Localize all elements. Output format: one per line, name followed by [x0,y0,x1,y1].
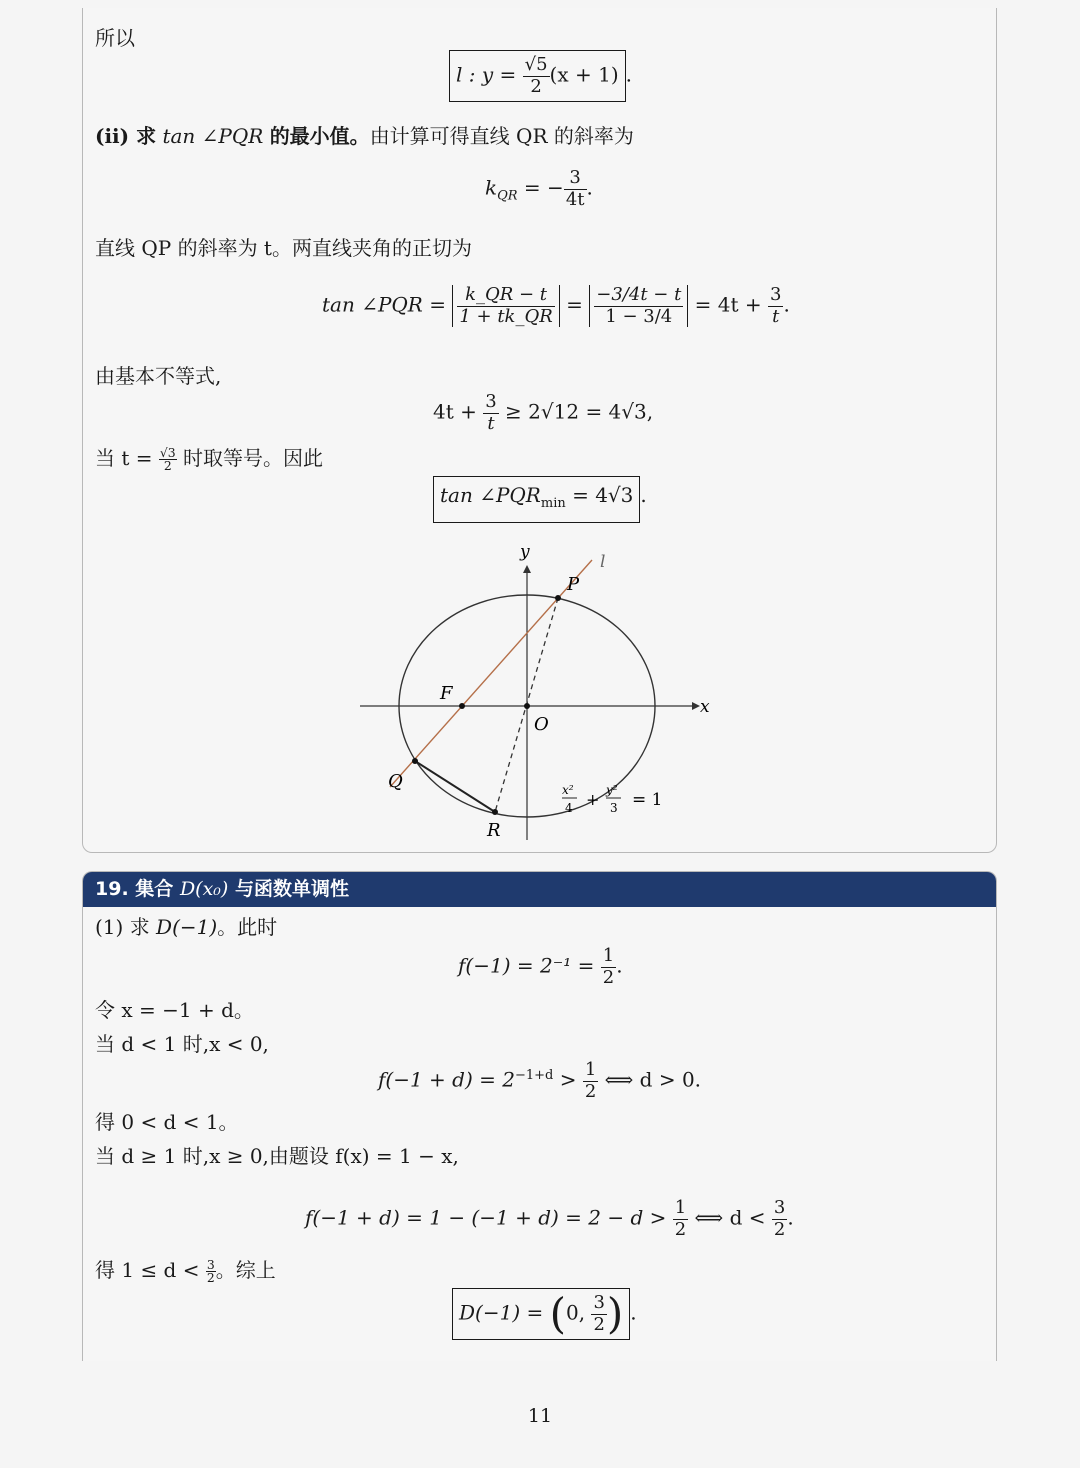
case-2-result: 得 1 ≤ d < $\frac{3}{2}$ 。综上 [95,1256,276,1285]
svg-text:= 1: = 1 [632,790,663,810]
point-r [492,809,498,815]
case-2-condition: 当 d ≥ 1 时,x ≥ 0,由题设 f(x) = 1 − x, [95,1144,459,1168]
let-x-line: 令 x = −1 + d。 [95,998,254,1022]
label-f: F [440,683,453,704]
point-q [412,758,418,764]
qp-slope-text: 直线 QP 的斜率为 t。两直线夹角的正切为 [95,236,472,260]
label-p: P [567,574,580,595]
x-axis-arrow [692,702,700,710]
point-f [459,703,465,709]
case-1-result: 得 0 < d < 1。 [95,1110,239,1134]
tan-equation: tan ∠PQR = $\frac{k\_QR - t}{1 + tk\_QR}$ = $\frac{-3/4t - t}{1 - 3/4}$ = 4t + $\frac{3}{t}$ . [322,284,790,327]
y-axis-arrow [523,565,531,573]
problem-19-header: 19. 集合 D(x₀) 与函数单调性 [83,872,996,907]
f-minus-one-equation: f(−1) = 2⁻¹ = $\frac{1}{2}$ . [458,945,623,988]
svg-text:x²: x² [562,783,574,797]
case-1-equation: $f(-1 + d) = 2^{-1+d}$ > $\frac{1}{2}$ ⟺ d > 0. [378,1059,702,1102]
chord-qr [415,761,495,812]
svg-text:+: + [586,790,600,809]
label-y: y [520,542,530,562]
equality-condition: 当 t = $\frac{√3}{2}$ 时取等号。因此 [95,444,324,473]
case-2-equation: f(−1 + d) = 1 − (−1 + d) = 2 − d > $\frac{1}{2}$ ⟺ d < $\frac{3}{2}$ . [305,1197,794,1240]
boxed-line-equation: l : y = $\frac{√5}{2}$ (x + 1) . [449,50,632,102]
page-number: 11 [527,1405,553,1427]
label-q: Q [388,771,403,792]
case-1-condition: 当 d < 1 时,x < 0, [95,1032,269,1056]
am-gm-inequality: 4t + $\frac{3}{t}$ ≥ 2√12 = 4√3, [433,391,654,434]
label-o: O [534,714,549,735]
part-ii-heading: (ii) 求 tan ∠PQR 的最小值。由计算可得直线 QR 的斜率为 [95,124,634,148]
svg-text:3: 3 [610,801,618,815]
label-r: R [487,820,501,841]
ellipse-equation [562,783,662,815]
svg-text:4: 4 [565,801,573,815]
label-l: l [600,552,606,572]
sub-question-1: (1) 求 D(−1)。此时 [95,915,278,939]
point-p [555,595,561,601]
boxed-min-result: $\tan \angle PQR_{min} = 4√3$ . [433,476,647,523]
kqr-equation: $k_{QR}$ = − $\frac{3}{4t}$ . [485,167,593,210]
label-x: x [700,697,710,717]
ineq-label: 由基本不等式, [95,364,222,388]
boxed-final-answer: D(−1) = (0, $\frac{3}{2}$ ) . [452,1288,637,1340]
svg-text:y²: y² [606,783,618,797]
point-o [524,703,530,709]
so-label: 所以 [95,26,135,50]
line-l [390,560,592,787]
ellipse-figure [340,535,740,845]
